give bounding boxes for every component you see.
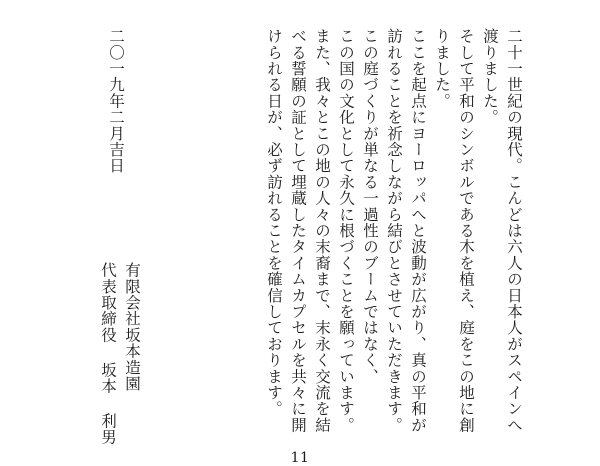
- letter-body: [190, 28, 526, 438]
- body-line: けられる日が、必ず訪れることを確信しております。: [265, 28, 283, 417]
- body-line: 二十一世紀の現代。こんどは六人の日本人がスペインへ: [505, 28, 523, 433]
- body-line: べる誓願の証として埋蔵したタイムカプセルを共々に開: [289, 28, 307, 433]
- body-line: そして平和のシンボルである木を植え、庭をこの地に創: [457, 28, 475, 433]
- body-line: また、我々とこの地の人々の末裔まで、末永く交流を結: [313, 28, 331, 433]
- body-line: 訪れることを祈念しながら結びとさせていただきます。: [385, 28, 403, 433]
- body-line: ここを起点にヨーロッパへと波動が広がり、真の平和が: [409, 28, 427, 433]
- page-number: 11: [290, 450, 310, 466]
- body-line: 渡りました。: [481, 28, 499, 126]
- body-line: この国の文化として永久に根づくことを願っています。: [337, 28, 355, 433]
- signatory-name: 代表取締役 坂本 利男: [99, 262, 117, 446]
- company-name: 有限会社坂本造園: [123, 262, 141, 392]
- body-line: りました。: [433, 28, 451, 109]
- signature-block: [60, 262, 144, 462]
- letter-date: 二〇一九年二月吉日: [107, 28, 125, 174]
- body-line: この庭づくりが単なる一過性のブームではなく、: [361, 28, 379, 385]
